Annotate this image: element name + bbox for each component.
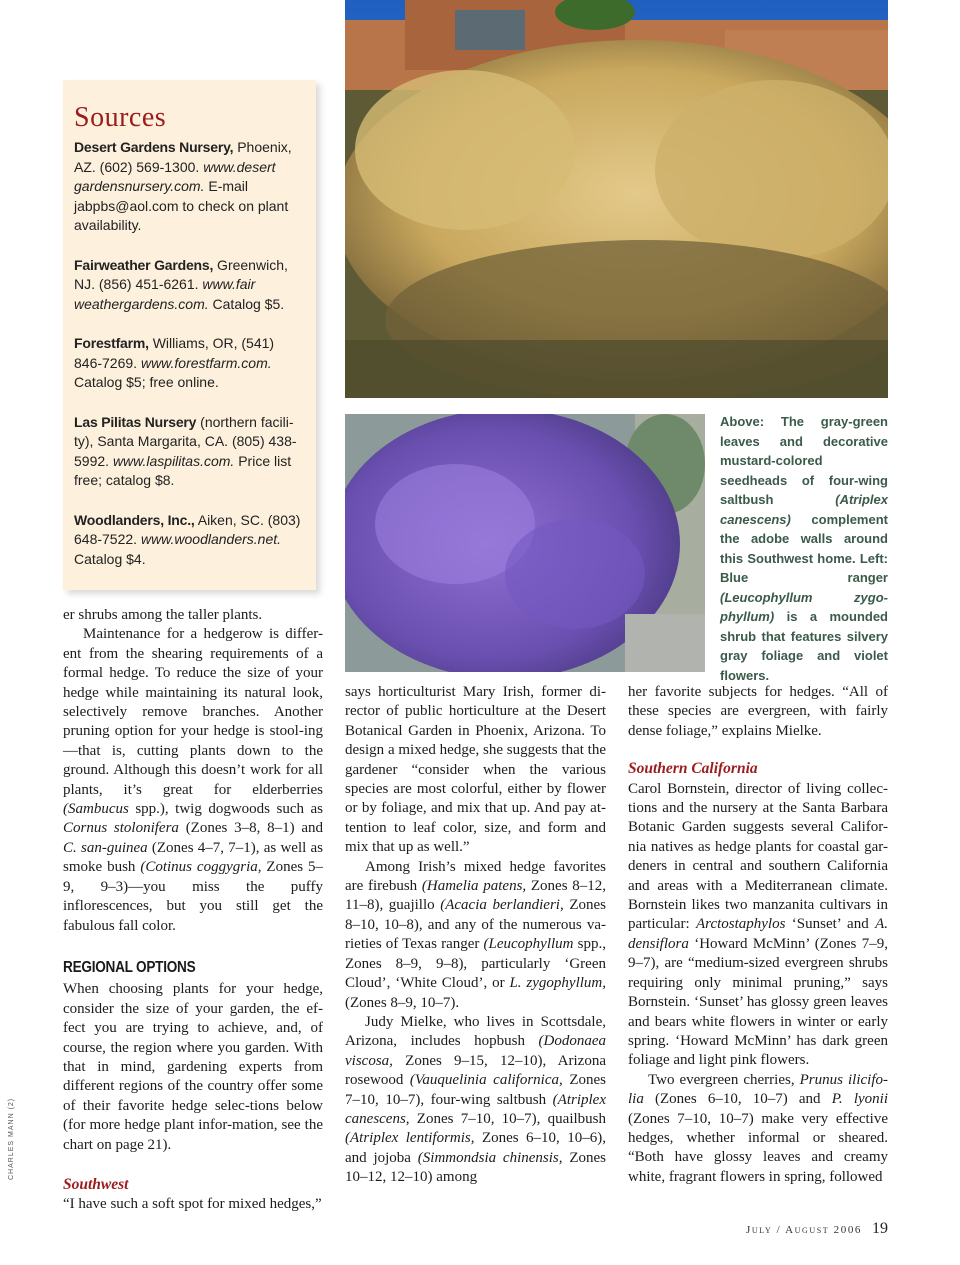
source-entry: Las Pilitas Nursery (northern facili-ty), Santa Margarita, CA. (805) 438-5992. www.laspilitas.com. Price list free; catalog $8. (74, 413, 297, 488)
article-column-3 (628, 683, 888, 1187)
paragraph: er shrubs among the taller plants. (63, 607, 263, 623)
blue-ranger-photo (345, 414, 705, 672)
source-website: www.fair weathergardens.com. (74, 276, 256, 312)
paragraph: Judy Mielke, who lives in Scottsdale, Arizona, includes hopbush (Dodonaea viscosa, Zones 9–15, 12–10), Arizona rosewood (Vauquelinia californica, Zones 7–10, 10–7), four-wing saltbush (Atriplex canescens, Zones 7–10, 10–7), quailbush (Atriplex lentiformis, Zones 6–10, 10–6), and jojoba (Simmondsia chinensis, Zones 10–12, 12–10) among (345, 1013, 606, 1186)
paragraph: “I have such a soft spot for mixed hedges,” (63, 1196, 322, 1213)
article-column-1 (63, 606, 323, 1215)
section-heading: REGIONAL OPTIONS (63, 958, 196, 976)
sources-title: Sources (74, 102, 167, 133)
paragraph: says horticulturist Mary Irish, former di-rector of public horticulture at the Desert Botanical Garden in Phoenix, Arizona. To design a mixed hedge, she suggests that the gardener “consider when the various species are most colorful, either by flower or by foliage, and mix that up. And pay at-tention to leaf color, size, and form and mix that up as well.” (345, 684, 606, 856)
photo-credit: CHARLES MANN (2) (8, 1097, 15, 1180)
paragraph: her favorite subjects for hedges. “All of these species are evergreen, with fairly dense foliage,” explains Mielke. (628, 684, 888, 739)
page-number: 19 (872, 1220, 888, 1237)
source-website: www.woodlanders.net. (140, 531, 282, 547)
saltbush-photo (345, 0, 888, 398)
paragraph: Maintenance for a hedgerow is differ-ent from the shearing requirements of a formal hedge. To reduce the size of your hedge while maintaining its natural look, selectively remove branches. Another pruning option for your hedge is stool-ing—that is, cutting plants down to the ground. Although this doesn’t work for all plants, it’s great for elderberries (Sambucus spp.), twig dogwoods such as Cornus stolonifera (Zones 3–8, 8–1) and C. san-guinea (Zones 4–7, 7–1), as well as smoke bush (Cotinus coggygria, Zones 5–9, 9–3)—you miss the puffy inflorescences, but you still get the fabulous fall color. (63, 626, 324, 934)
source-website: www.desert gardensnursery.com. (74, 158, 276, 194)
region-heading-southwest: Southwest (63, 1175, 129, 1193)
source-website: www.laspilitas.com. (112, 452, 235, 469)
paragraph: Carol Bornstein, director of living collec-tions and the nursery at the Santa Barbara Botanic Garden suggests several Califor-nia natives as hedge plants for coastal gar-deners in central and southern California and areas with a Mediterranean climate. Bornstein likes two manzanita cultivars in particular: Arctostaphylos ‘Sunset’ and A. densiflora ‘Howard McMinn’ (Zones 7–9, 9–7), are “medium-sized evergreen shrubs requiring only minimal pruning,” says Bornstein. ‘Sunset’ has glossy green leaves and bears white flowers in winter or early spring. ‘Howard McMinn’ has dark green foliage and light pink flowers. (628, 780, 888, 1069)
article-column-2 (345, 683, 606, 1188)
source-entry: Fairweather Gardens, Greenwich, NJ. (856) 451-6261. www.fair weathergardens.com. Catalog $5. (74, 256, 288, 312)
paragraph: Among Irish’s mixed hedge favorites are firebush (Hamelia patens, Zones 8–12, 11–8), guajillo (Acacia berlandieri, Zones 8–10, 10–8), and any of the numerous va-rieties of Texas ranger (Leucophyllum spp., Zones 8–9, 9–8), particularly ‘Green Cloud’, ‘White Cloud’, or L. zygophyllum, (Zones 8–9, 10–7). (345, 858, 606, 1011)
sources-box (63, 80, 316, 590)
source-entry: Woodlanders, Inc., Aiken, SC. (803) 648-7522. www.woodlanders.net. Catalog $4. (74, 511, 301, 567)
source-website: www.forestfarm.com. (140, 354, 272, 371)
source-entry: Forestfarm, Williams, OR, (541) 846-7269. www.forestfarm.com. Catalog $5; free online. (74, 335, 275, 390)
paragraph: Two evergreen cherries, Prunus ilicifo-lia (Zones 6–10, 10–7) and P. lyonii (Zones 7–10, 10–7) make very effective hedges, whether informal or sheared. “Both have glossy leaves and creamy white, fragrant flowers in spring, followed (628, 1071, 889, 1185)
paragraph: When choosing plants for your hedge, consider the size of your garden, the ef-fect you are trying to achieve, and, of course, the region where you garden. With that in mind, gardening experts from different regions of the country offer some of their favorite hedge selec-tions below (for more hedge plant infor-mation, see the chart on page 21). (63, 981, 323, 1153)
photo-caption: Above: The gray-green leaves and decorative mustard-colored seedheads of four-wing saltbush (Atriplex canescens) complement the adobe walls around this Southwest home. Left: Blue ranger (Leucophyllum zygo-phyllum) is a mounded shrub that features silvery gray foliage and violet flowers. (720, 414, 888, 683)
issue-date: July / August 2006 (746, 1224, 863, 1236)
region-heading-southern-california: Southern California (628, 760, 758, 778)
source-entry: Desert Gardens Nursery, Phoenix, AZ. (602) 569-1300. www.desert gardensnursery.com. E-mail jabpbs@aol.com to check on plant availability. (74, 139, 292, 233)
